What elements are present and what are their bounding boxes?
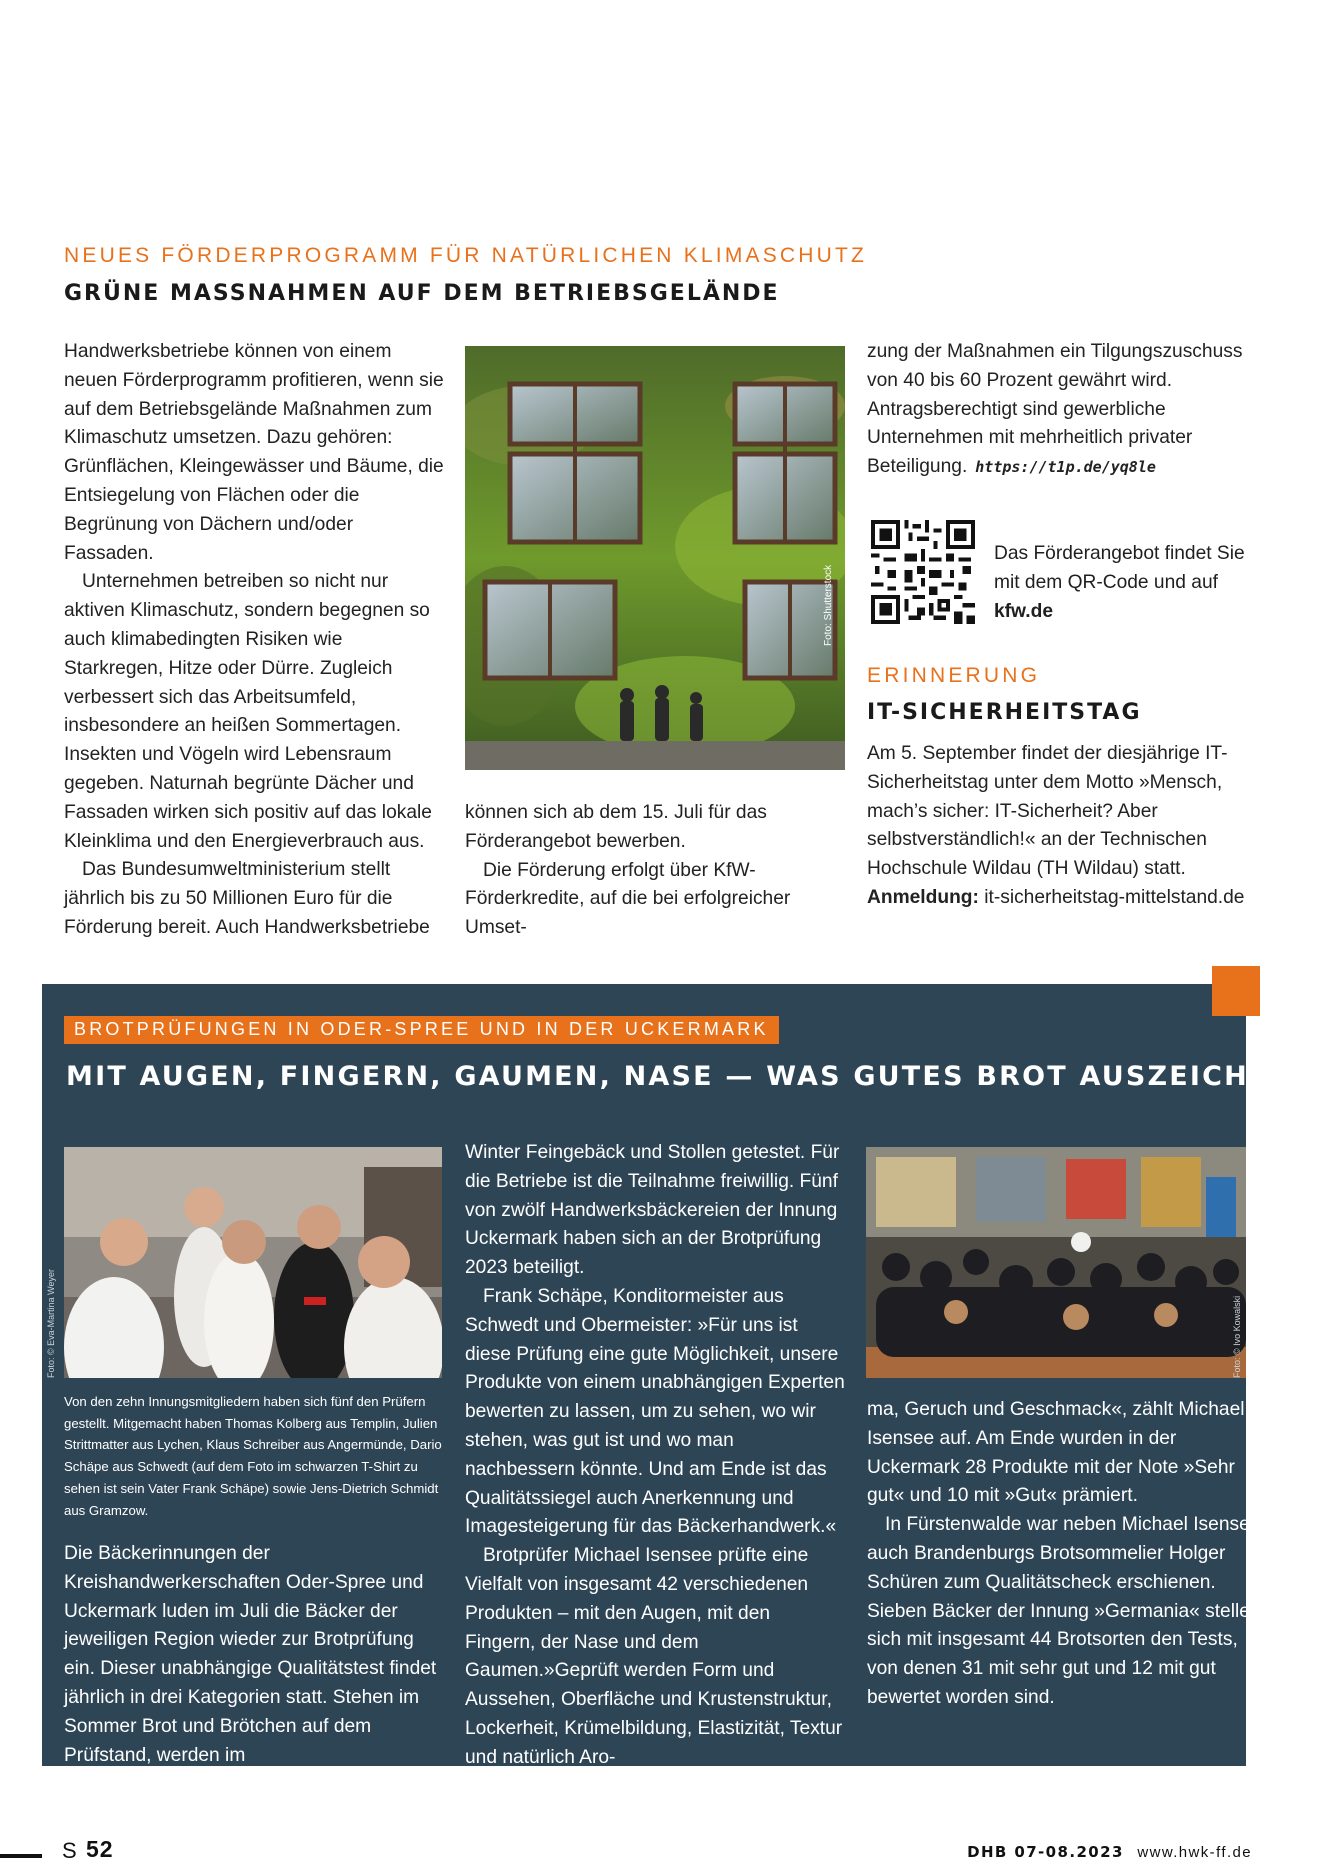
bread-column-1 [64, 1540, 444, 1770]
qr-hint [994, 540, 1264, 626]
paragraph: Die Förderung erfolgt über KfW-Förderkredite, auf die bei erfolgreicher Umset- [465, 859, 791, 939]
bakers-photo [64, 1147, 442, 1378]
photo-credit: Foto: © Ivo Kowalski [1232, 1295, 1242, 1378]
paragraph-text: zung der Maßnahmen ein Tilgungszuschuss von 40 bis 60 Prozent gewährt wird. Antragsberechtigt sind gewerbliche Unternehmen mit mehrheitlich privater Beteiligung. [867, 341, 1243, 478]
bread-test-headline: MIT AUGEN, FINGERN, GAUMEN, NASE — WAS GUTES BROT AUSZEICHNET [66, 1061, 1316, 1092]
footer-rule [0, 1854, 42, 1858]
registration-link[interactable]: it-sicherheitstag-mittelstand.de [978, 886, 1245, 908]
website-link[interactable]: www.hwk-ff.de [1137, 1844, 1252, 1861]
bread-test-kicker: BROTPRÜFUNGEN IN ODER-SPREE UND IN DER UCKERMARK [64, 1016, 779, 1044]
bread-column-2 [465, 1139, 845, 1773]
article-headline: GRÜNE MASSNAHMEN AUF DEM BETRIEBSGELÄNDE [64, 281, 780, 306]
footer-info [967, 1843, 1252, 1861]
article-column-1 [64, 338, 444, 943]
article-column-2 [465, 799, 845, 943]
paragraph: Winter Feingebäck und Stollen getestet. Für die Betriebe ist die Teilnahme freiwillig. Fünf von zwölf Handwerksbäckereien der Innung Uckermark haben sich an der Brotprüfung 2023 beteiligt. [465, 1142, 840, 1279]
bread-column-3 [867, 1396, 1262, 1713]
page-prefix: S [62, 1838, 79, 1863]
paragraph: ma, Geruch und Geschmack«, zählt Michael Isensee auf. Am Ende wurden in der Uckermark 28 Produkte mit der Note »Sehr gut« und 10 mit »Gut« prämiert. [867, 1399, 1245, 1507]
paragraph: Die Bäckerinnungen der Kreishandwerkerschaften Oder-Spree und Uckermark luden im Juli die Bäcker der jeweiligen Region wieder zur Brotprüfung ein. Dieser unabhängige Qualitätstest findet jährlich in drei Kategorien statt. Stehen im Sommer Brot und Brötchen auf dem Prüfstand, werden im [64, 1543, 437, 1766]
paragraph: können sich ab dem 15. Juli für das Förderangebot bewerben. [465, 802, 767, 852]
paragraph: Frank Schäpe, Konditormeister aus Schwedt und Obermeister: »Für uns ist diese Prüfung eine gute Möglichkeit, unsere Produkte von einem unabhängigen Experten bewerten zu lassen, um zu sehen, wo wir stehen, was gut ist und wo man nachbessern könnte. Und am Ende ist das Qualitätssiegel auch Anerkennung und Imagesteigerung für das Bäckerhandwerk.« [465, 1285, 845, 1538]
green-facade-photo [465, 346, 845, 770]
article-column-3 [867, 338, 1262, 482]
paragraph: Brotprüfer Michael Isensee prüfte eine Vielfalt von insgesamt 42 verschiedenen Produkten – mit den Augen, mit den Fingern, der Nase und dem Gaumen.»Geprüft werden Form und Aussehen, Oberfläche und Krustenstruktur, Lockerheit, Krümelbildung, Elastizität, Textur und natürlich Aro- [465, 1545, 843, 1768]
page-number: 52 [86, 1836, 114, 1862]
reminder-kicker: ERINNERUNG [867, 664, 1041, 687]
paragraph [867, 338, 1262, 482]
orange-accent [1212, 966, 1260, 1016]
photo-credit: Foto: © Eva-Martina Weyer [46, 1269, 56, 1378]
reminder-headline: IT-SICHERHEITSTAG [867, 700, 1142, 725]
issue-label: DHB 07-08.2023 [967, 1843, 1124, 1861]
article-kicker: NEUES FÖRDERPROGRAMM FÜR NATÜRLICHEN KLIMASCHUTZ [64, 244, 868, 267]
paragraph: Am 5. September findet der diesjährige IT-Sicherheitstag unter dem Motto »Mensch, mach’s sicher: IT-Sicherheit? Aber selbstverständlich!« an der Technischen Hochschule Wildau (TH Wildau) statt. [867, 743, 1228, 880]
paragraph: Unternehmen betreiben so nicht nur aktiven Klimaschutz, sondern begegnen so auch klimabedingten Risiken wie Starkregen, Hitze oder Dürre. Zugleich verbessert sich das Arbeitsumfeld, insbesondere an heißen Sommertagen. Insekten und Vögeln wird Lebensraum gegeben. Naturnah begrünte Dächer und Fassaden wirken sich positiv auf das lokale Kleinklima und den Energieverbrauch aus. [64, 571, 432, 852]
paragraph: Handwerksbetriebe können von einem neuen Förderprogramm profitieren, wenn sie auf dem Betriebsgelände Maßnahmen zum Klimaschutz umsetzen. Dazu gehören: Grünflächen, Kleingewässer und Bäume, die Entsiegelung von Flächen oder die Begrünung von Dächern und/oder Fassaden. [64, 341, 444, 564]
paragraph: Das Bundesumweltministerium stellt jährlich bis zu 50 Millionen Euro für die Förderung bereit. Auch Handwerksbetriebe [64, 859, 430, 938]
kfw-link[interactable]: kfw.de [994, 600, 1053, 622]
registration-line [867, 884, 1262, 913]
qr-code-icon[interactable] [871, 520, 975, 624]
funding-link[interactable]: https://t1p.de/yq8le [975, 458, 1156, 477]
paragraph: In Fürstenwalde war neben Michael Isensee auch Brandenburgs Brotsommelier Holger Schüren zum Qualitätscheck erschienen. Sieben Bäcker der Innung »Germania« stellen sich mit insgesamt 44 Brotsorten den Tests, von denen 31 mit sehr gut und 12 mit gut bewertet worden sind. [867, 1514, 1261, 1708]
qr-hint-text: Das Förderangebot findet Sie mit dem QR-Code und auf [994, 543, 1245, 593]
photo-credit: Foto: Shutterstock [823, 564, 834, 646]
bread-fair-crowd-photo [866, 1147, 1246, 1378]
photo-caption: Von den zehn Innungsmitgliedern haben sich fünf den Prüfern gestellt. Mitgemacht haben Thomas Kolberg aus Templin, Julien Strittmatter aus Lychen, Klaus Schreiber aus Angermünde, Dario Schäpe aus Schwedt (auf dem Foto im schwarzen T-Shirt zu sehen ist sein Vater Frank Schäpe) sowie Jens-Dietrich Schmidt aus Gramzow. [64, 1394, 442, 1518]
registration-label: Anmeldung: [867, 886, 979, 908]
reminder-text [867, 740, 1262, 913]
